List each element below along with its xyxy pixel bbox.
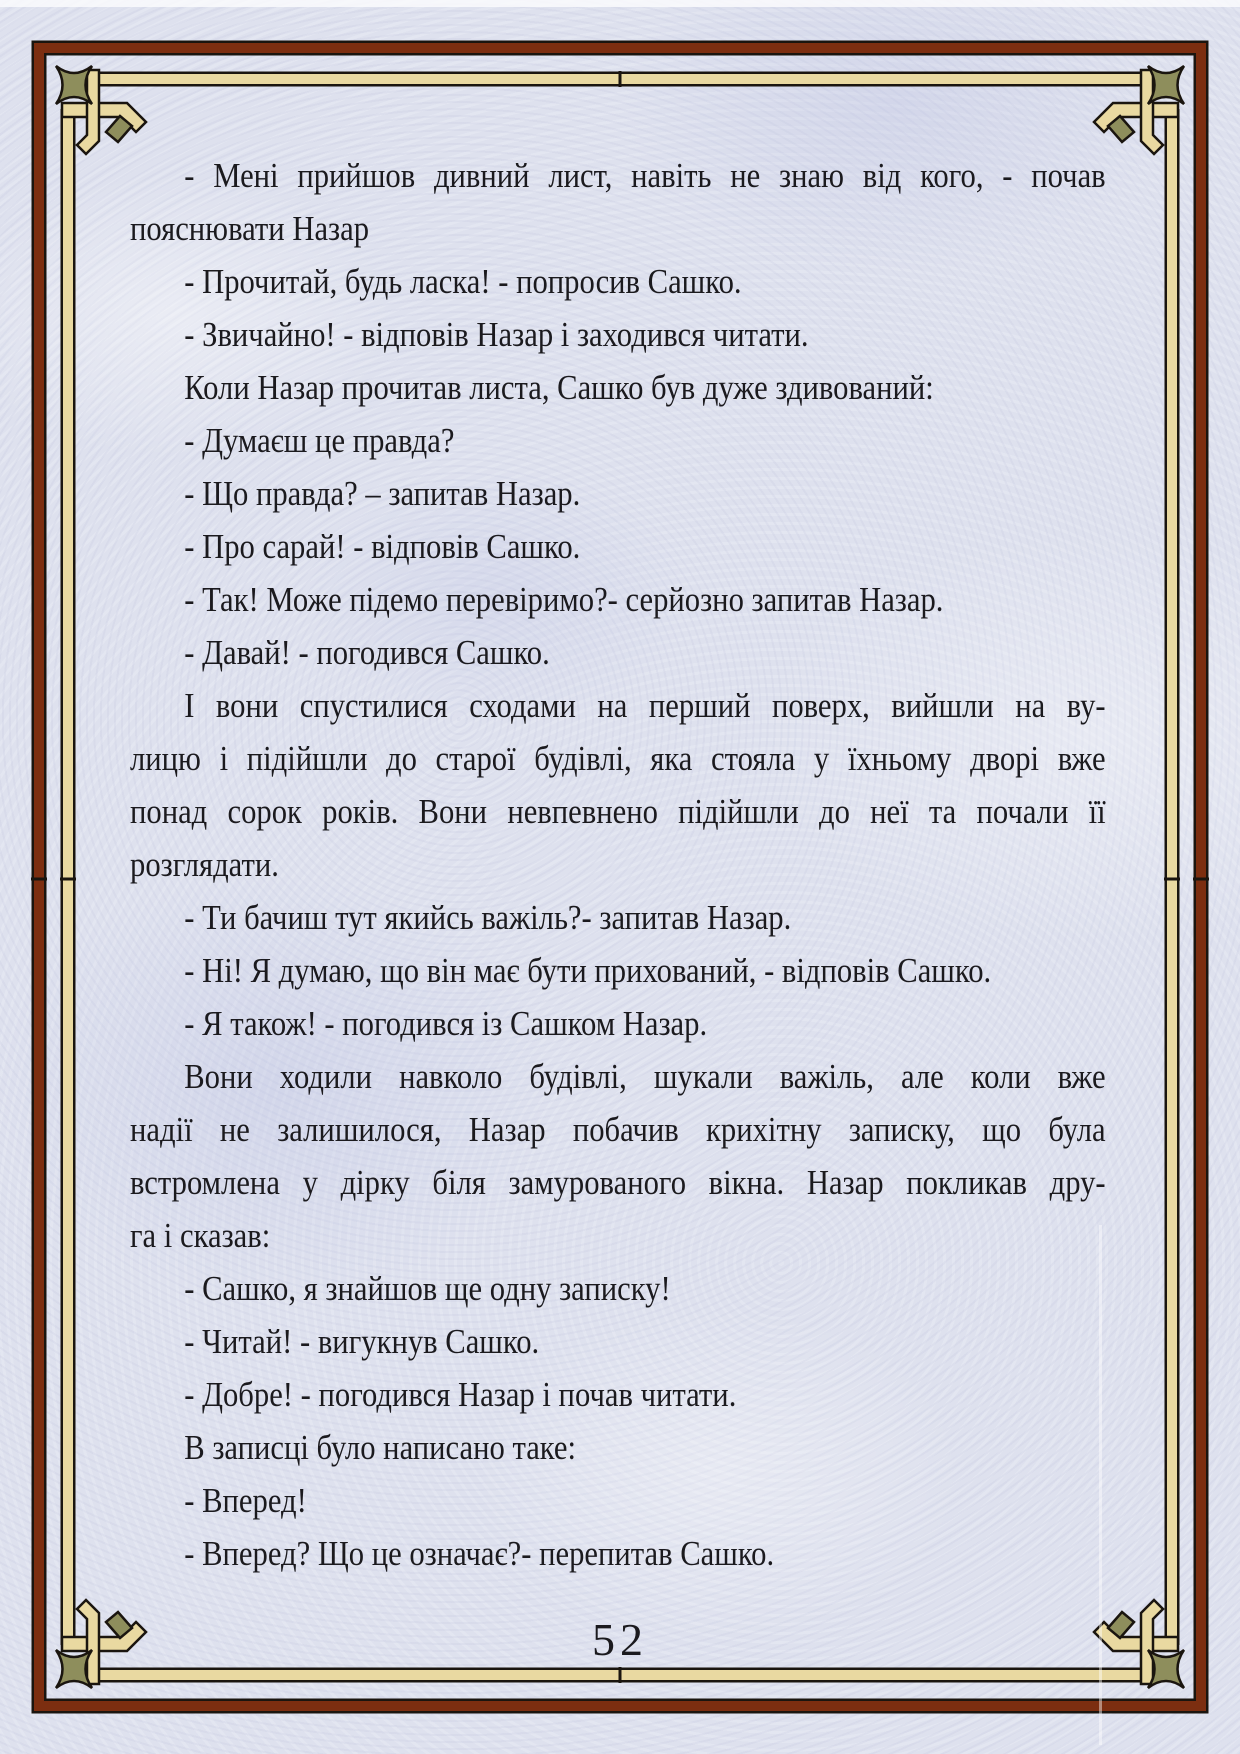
story-text (130, 149, 1106, 1580)
text-line: - Я також! - погодився із Сашком Назар. (184, 1004, 708, 1043)
text-line: Вони ходили навколо будівлі, шукали важіль, але коли вже (184, 1057, 1106, 1096)
text-line: лицю і підійшли до старої будівлі, яка стояла у їхньому дворі вже (130, 739, 1106, 778)
text-line: - Про сарай! - відповів Сашко. (184, 527, 581, 566)
text-line: - Звичайно! - відповів Назар і заходився читати. (184, 315, 809, 354)
text-line: надії не залишилося, Назар побачив крихітну записку, що була (130, 1110, 1106, 1149)
text-line: розглядати. (130, 845, 279, 884)
text-line: - Що правда? – запитав Назар. (184, 474, 581, 513)
text-line: - Вперед! (184, 1481, 307, 1520)
text-line: - Мені прийшов дивний лист, навіть не знаю від кого, - почав (184, 156, 1106, 195)
text-line: га і сказав: (130, 1216, 271, 1255)
text-line: пояснювати Назар (130, 209, 370, 248)
text-line: - Прочитай, будь ласка! - попросив Сашко. (184, 262, 742, 301)
text-line: - Читай! - вигукнув Сашко. (184, 1322, 540, 1361)
text-line: - Давай! - погодився Сашко. (184, 633, 550, 672)
text-line: - Ти бачиш тут якийсь важіль?- запитав Назар. (184, 898, 792, 937)
text-line: - Так! Може підемо перевіримо?- серйозно запитав Назар. (184, 580, 944, 619)
text-line: - Вперед? Що це означає?- перепитав Сашко. (184, 1534, 775, 1573)
text-line: - Ні! Я думаю, що він має бути прихований, - відповів Сашко. (184, 951, 992, 990)
text-line: І вони спустилися сходами на перший поверх, вийшли на ву- (184, 686, 1106, 725)
text-line: понад сорок років. Вони невпевнено підійшли до неї та почали її (130, 792, 1106, 831)
scan-crease (1099, 1225, 1102, 1745)
text-line: В записці було написано таке: (184, 1428, 577, 1467)
text-line: - Добре! - погодився Назар і почав читати. (184, 1375, 737, 1414)
text-line: встромлена у дірку біля замурованого вікна. Назар покликав дру- (130, 1163, 1106, 1202)
text-line: Коли Назар прочитав листа, Сашко був дуже здивований: (184, 368, 934, 407)
page-number: 52 (592, 1614, 648, 1665)
text-line: - Сашко, я знайшов ще одну записку! (184, 1269, 671, 1308)
text-line: - Думаєш це правда? (184, 421, 455, 460)
